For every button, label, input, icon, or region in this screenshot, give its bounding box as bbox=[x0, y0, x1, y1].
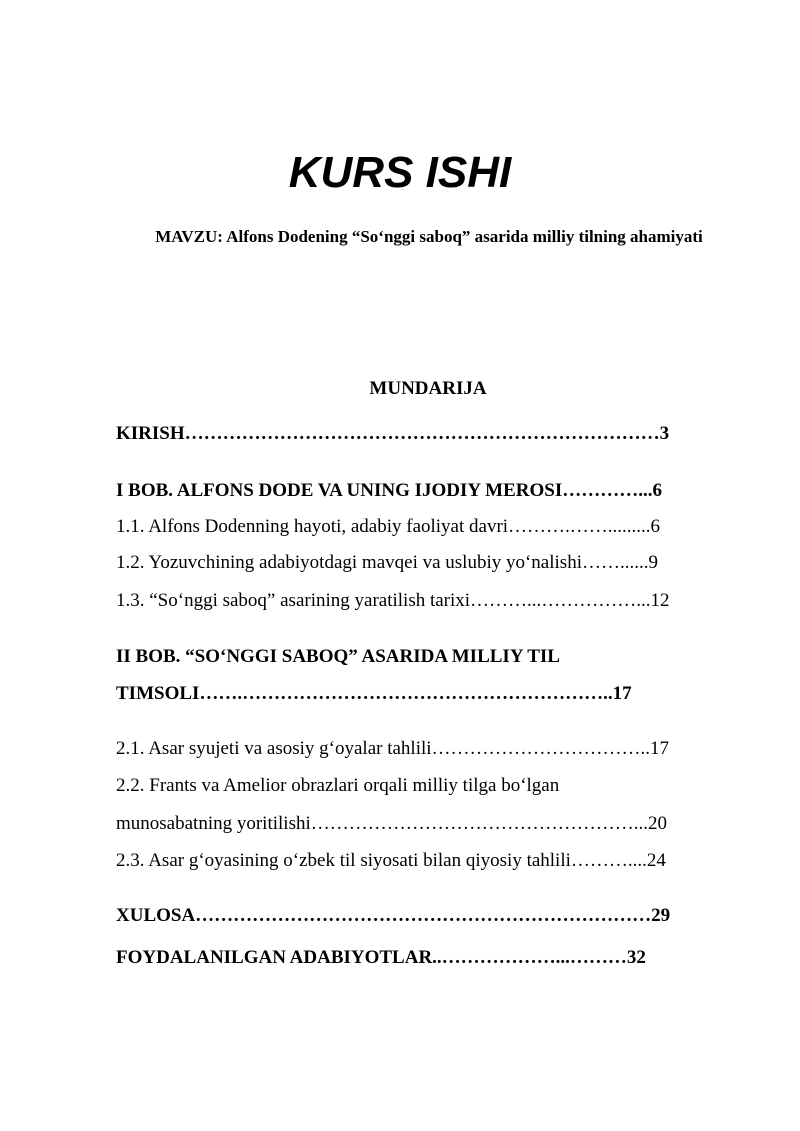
toc-entry-2-2-line-2: munosabatning yoritilishi……………………………………………...20 bbox=[116, 813, 667, 834]
toc-entry-xulosa: XULOSA………………………………………………………………29 bbox=[116, 905, 671, 926]
toc-heading: MUNDARIJA bbox=[369, 378, 487, 399]
toc-entry-2-3: 2.3. Asar g‘oyasining o‘zbek til siyosati bilan qiyosiy tahlili………....24 bbox=[116, 850, 666, 871]
toc-entry-2-1: 2.1. Asar syujeti va asosiy g‘oyalar tahlili……………………………..17 bbox=[116, 738, 670, 759]
toc-entry-chapter-2-line-1: II BOB. “SO‘NGGI SABOQ” ASARIDA MILLIY TIL bbox=[116, 646, 560, 667]
toc-entry-kirish: KIRISH…………………………………………………………………3 bbox=[116, 423, 670, 444]
toc-entry-chapter-1: I BOB. ALFONS DODE VA UNING IJODIY MEROSI…………...6 bbox=[116, 480, 662, 501]
toc-entry-1-2: 1.2. Yozuvchining adabiyotdagi mavqei va uslubiy yo‘nalishi……......9 bbox=[116, 552, 658, 573]
toc-entry-1-3: 1.3. “So‘nggi saboq” asarining yaratilish tarixi………...……………...12 bbox=[116, 590, 670, 611]
toc-entry-foydalanilgan-adabiyotlar: FOYDALANILGAN ADABIYOTLAR..………………...………32 bbox=[116, 947, 646, 968]
toc-entry-2-2-line-1: 2.2. Frants va Amelior obrazlari orqali milliy tilga bo‘lgan bbox=[116, 775, 560, 796]
toc-entry-1-1: 1.1. Alfons Dodenning hayoti, adabiy faoliyat davri……….…….........6 bbox=[116, 516, 661, 537]
toc-entry-chapter-2-line-2: TIMSOLI…….…………………………………………………..17 bbox=[116, 683, 632, 704]
document-title: KURS ISHI bbox=[288, 148, 512, 197]
document-subtitle: MAVZU: Alfons Dodening “So‘nggi saboq” asarida milliy tilning ahamiyati bbox=[155, 227, 703, 246]
